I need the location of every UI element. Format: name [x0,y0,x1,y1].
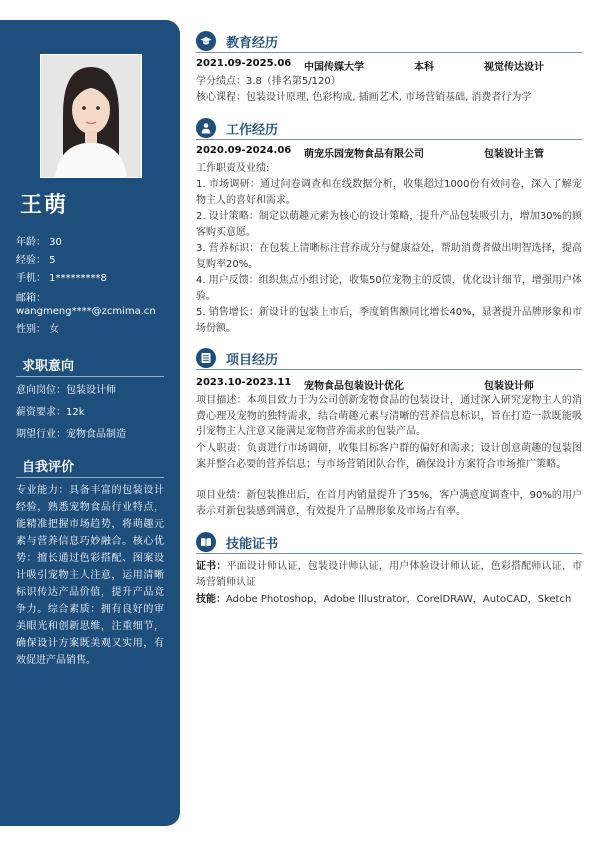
work-period: 2020.09-2024.06 [196,145,292,156]
book-icon [196,532,216,552]
skills-divider [196,553,582,554]
intent-title: 求职意向 [22,359,75,374]
avatar [40,54,142,178]
email-field: wangmeng****@zcmima.cn [16,306,156,317]
certificates-label: 证书： [196,561,227,572]
certificates [196,559,582,590]
skills-title: 技能证书 [226,537,279,552]
age-field: 年龄： 30 [16,237,62,248]
work-header [196,117,582,139]
intent-industry: 期望行业：宠物食品制造 [16,429,126,440]
project-name: 宠物食品包装设计优化 [304,381,404,392]
education-major: 视觉传达设计 [484,62,544,73]
skills [196,592,582,608]
project-period: 2023.10-2023.11 [196,377,292,388]
intent-divider [16,376,164,377]
experience-field: 经验： 5 [16,255,56,266]
skills-text: Adobe Photoshop，Adobe Illustrator，CorelDRAW，AutoCAD，Sketch [226,594,572,605]
self-eval-divider [16,477,164,478]
project-duty: 个人职责：负责进行市场调研，收集目标客户群的偏好和需求；设计创意萌趣的包装图案并整合必要的营养信息；与市场营销团队合作，确保设计方案符合市场推广策略。 [196,443,582,470]
self-eval-title: 自我评价 [22,460,75,475]
candidate-name: 王萌 [20,193,69,218]
graduation-cap-icon [196,31,216,51]
work-item: 3. 营养标识：在包装上清晰标注营养成分与健康益处，帮助消费者做出明智选择，提高复购率20%。 [196,243,582,270]
education-divider [196,52,582,53]
project-title: 项目经历 [226,353,279,368]
work-item: 5. 销售增长：新设计的包装上市后，季度销售额同比增长40%，显著提升品牌形象和市场份额。 [196,307,582,334]
certificates-text: 平面设计师认证，包装设计师认证，用户体验设计师认证，色彩搭配师认证，市场营销师认证 [196,561,583,588]
work-company: 萌宠乐园宠物食品有限公司 [304,149,424,160]
gender-field: 性别： 女 [16,324,60,335]
skills-header [196,531,582,553]
education-header [196,30,582,52]
project-result: 项目业绩：新包装推出后，在首月内销量提升了35%，客户满意度调查中，90%的用户表示对新包装感到满意，有效提升了品牌形象及市场占有率。 [196,490,582,517]
work-title: 工作经历 [226,123,279,138]
work-role: 包装设计主管 [484,149,544,160]
education-school: 中国传媒大学 [304,62,364,73]
work-item: 4. 用户反馈：组织焦点小组讨论，收集50位宠物主的反馈，优化设计细节，增强用户体验。 [196,275,582,302]
education-gpa: 学分绩点：3.8（排名第5/120） [196,76,341,87]
project-role: 包装设计师 [484,381,534,392]
skills-label: 技能： [196,594,226,605]
intent-position: 意向岗位：包装设计师 [16,385,116,396]
project-header [196,347,582,369]
education-degree: 本科 [414,62,434,73]
work-divider [196,139,582,140]
self-eval-text: 专业能力：具备丰富的包装设计经验，熟悉宠物食品行业特点，能精准把握市场趋势，将萌趣元素与营养信息巧妙融合。核心优势：擅长通过色彩搭配、图案设计吸引宠物主人注意，运用清晰标识传达产品价值，提升产品竞争力。综合素质：拥有良好的审美眼光和创新思维，注重细节，确保设计方案既美观又实用，有效促进产品销售。 [16,485,164,666]
education-title: 教育经历 [226,36,279,51]
intent-salary: 薪资要求：12k [16,407,85,418]
list-icon [196,348,216,368]
briefcase-icon [196,118,216,138]
work-item: 1. 市场调研：通过问卷调查和在线数据分析，收集超过1000份有效问卷，深入了解宠物主人的喜好和需求。 [196,179,582,206]
project-description: 项目描述：本项目致力于为公司创新宠物食品的包装设计，通过深入研究宠物主人的消费心理及宠物的独特需求，结合萌趣元素与清晰的营养信息标识，旨在打造一款既能吸引宠物主人注意又能满足宠物营养需求的包装产品。 [196,395,582,437]
education-period: 2021.09-2025.06 [196,58,292,69]
email-label: 邮箱： [16,293,46,304]
education-courses: 核心课程：包装设计原理, 色彩构成, 插画艺术, 市场营销基础, 消费者行为学 [196,92,532,103]
project-divider [196,369,582,370]
phone-field: 手机： 1*********8 [16,273,107,284]
work-item: 2. 设计策略：制定以萌趣元素为核心的设计策略，提升产品包装吸引力，增加30%的顾客购买意愿。 [196,211,582,238]
sidebar [0,20,180,826]
work-intro: 工作职责及业绩: [196,163,270,174]
